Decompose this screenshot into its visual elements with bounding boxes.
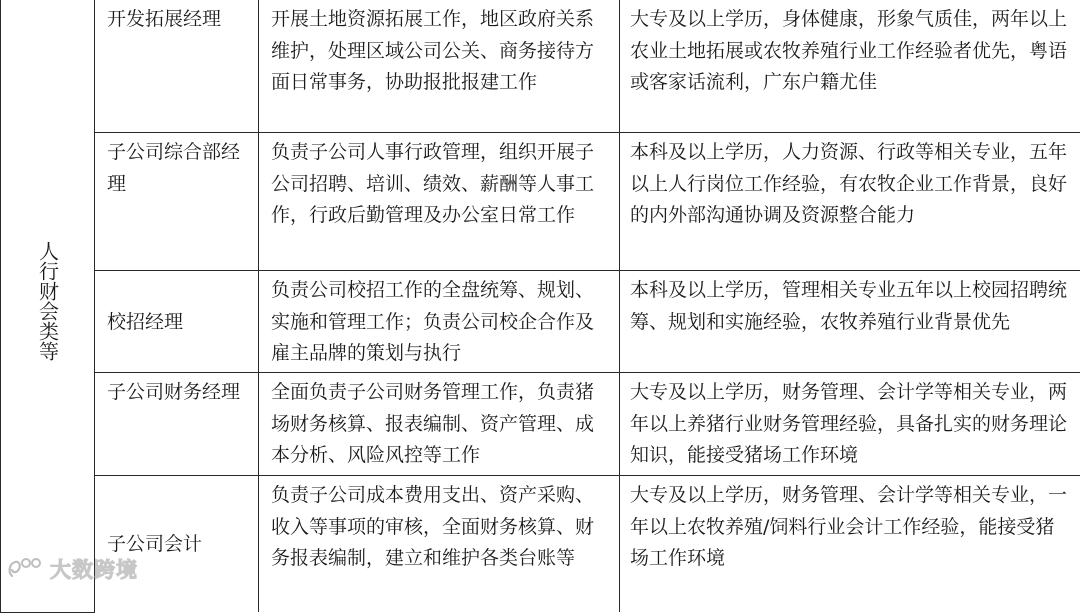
requirements-cell: 本科及以上学历，人力资源、行政等相关专业，五年以上人行岗位工作经验，有农牧企业工作背景，良好的内外部沟通协调及资源整合能力	[620, 133, 1080, 271]
table-row	[1, 373, 1080, 476]
category-cell	[1, 0, 95, 612]
position-cell: 开发拓展经理	[95, 0, 259, 133]
watermark-text: 大数跨境	[50, 554, 138, 584]
requirements-cell: 大专及以上学历，财务管理、会计学等相关专业，两年以上养猪行业财务管理经验，具备扎实的财务理论知识，能接受猪场工作环境	[620, 373, 1080, 476]
position-cell: 子公司财务经理	[95, 373, 259, 476]
table-row	[1, 271, 1080, 373]
watermark	[6, 554, 138, 584]
requirements-cell: 大专及以上学历，财务管理、会计学等相关专业，一年以上农牧养殖/饲料行业会计工作经验，能接受猪场工作环境	[620, 476, 1080, 613]
duties-cell: 全面负责子公司财务管理工作，负责猪场财务核算、报表编制、资产管理、成本分析、风险风控等工作	[259, 373, 620, 476]
table-row	[1, 133, 1080, 271]
position-cell: 校招经理	[95, 271, 259, 373]
duties-cell: 开展土地资源拓展工作，地区政府关系维护，处理区域公司公关、商务接待方面日常事务，协助报批报建工作	[259, 0, 620, 133]
duties-cell: 负责子公司人事行政管理，组织开展子公司招聘、培训、绩效、薪酬等人事工作，行政后勤管理及办公室日常工作	[259, 133, 620, 271]
table-row	[1, 0, 1080, 133]
duties-cell: 负责公司校招工作的全盘统筹、规划、实施和管理工作；负责公司校企合作及雇主品牌的策划与执行	[259, 271, 620, 373]
duties-cell: 负责子公司成本费用支出、资产采购、收入等事项的审核，全面财务核算、财务报表编制，建立和维护各类台账等	[259, 476, 620, 613]
position-cell: 子公司会计	[95, 476, 259, 613]
requirements-cell: 大专及以上学历，身体健康，形象气质佳，两年以上农业土地拓展或农牧养殖行业工作经验者优先，粤语或客家话流利，广东户籍尤佳	[620, 0, 1080, 133]
requirements-cell: 本科及以上学历，管理相关专业五年以上校园招聘统筹、规划和实施经验，农牧养殖行业背景优先	[620, 271, 1080, 373]
category-label: 人行财会类等	[36, 241, 60, 361]
dashuju-logo-icon	[6, 554, 46, 584]
position-cell: 子公司综合部经理	[95, 133, 259, 271]
